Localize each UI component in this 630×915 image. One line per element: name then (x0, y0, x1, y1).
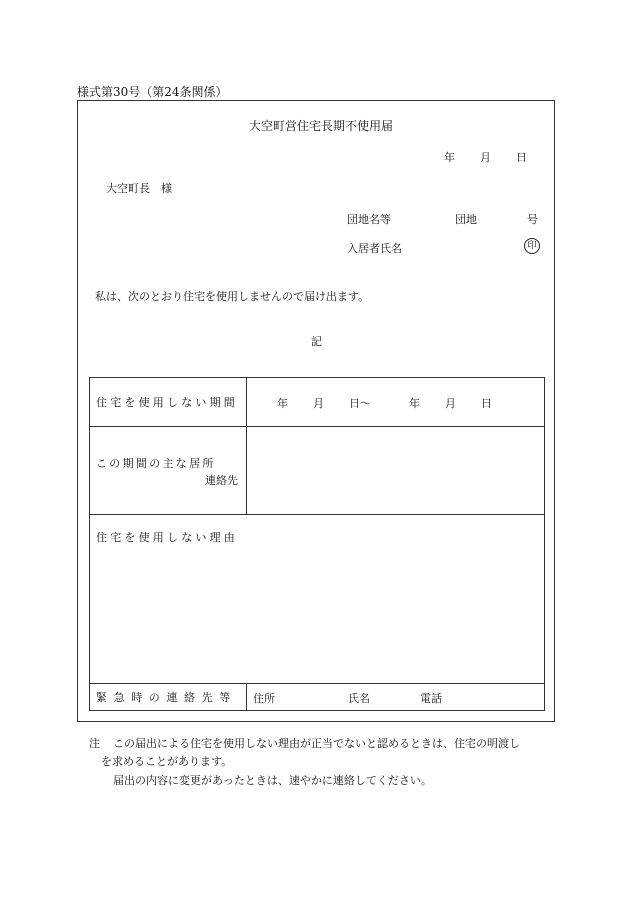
period-to-month: 月 (445, 397, 456, 410)
residence-label-cell (90, 427, 247, 515)
notes-line-3: 届出の内容に変更があったときは、速やかに連絡してください。 (113, 774, 432, 787)
emergency-name-label: 氏名 (348, 692, 370, 705)
emergency-value-cell (247, 684, 545, 711)
period-value-cell (247, 378, 545, 427)
emergency-address-label: 住所 (253, 692, 275, 705)
resident-name-label: 入居者氏名 (347, 242, 402, 255)
date-month-label: 月 (480, 151, 491, 164)
period-from-day: 日～ (349, 397, 371, 410)
reason-row (90, 515, 545, 684)
period-to-year: 年 (409, 397, 420, 410)
declaration-text: 私は、次のとおり住宅を使用しませんので届け出ます。 (95, 290, 370, 303)
ki-label: 記 (311, 335, 322, 348)
date-year-label: 年 (444, 151, 455, 164)
reason-cell[interactable] (90, 515, 545, 684)
period-to-day: 日 (481, 397, 492, 410)
period-label: 住宅を使用しない期間 (96, 396, 238, 409)
emergency-label: 緊急時の連絡先等 (96, 691, 237, 704)
notes-line-1: この届出による住宅を使用しない理由が正当でないと認めるときは、住宅の明渡し (113, 737, 520, 750)
period-label-cell (90, 378, 247, 427)
period-from-month: 月 (313, 397, 324, 410)
period-from-year: 年 (277, 397, 288, 410)
addressee: 大空町長 様 (106, 182, 172, 195)
emergency-phone-label: 電話 (420, 692, 442, 705)
residence-label: この期間の主な居所 (96, 457, 216, 470)
date-day-label: 日 (516, 151, 527, 164)
details-table (89, 377, 545, 711)
notes-line-2: を求めることがあります。 (101, 755, 233, 768)
notes-prefix: 注 (89, 737, 100, 750)
emergency-row (90, 684, 545, 711)
contact-label: 連絡先 (205, 474, 238, 487)
form-number: 様式第30号（第24条関係） (77, 85, 228, 99)
reason-label: 住宅を使用しない理由 (96, 531, 238, 544)
seal-mark: 印 (524, 238, 540, 254)
period-row (90, 378, 545, 427)
estate-label: 団地名等 (347, 213, 391, 226)
estate-suffix: 団地 (455, 213, 477, 226)
residence-row (90, 427, 545, 515)
form-title: 大空町営住宅長期不使用届 (249, 119, 394, 133)
number-suffix: 号 (527, 213, 538, 226)
residence-value-cell[interactable] (247, 427, 545, 515)
emergency-label-cell (90, 684, 247, 711)
